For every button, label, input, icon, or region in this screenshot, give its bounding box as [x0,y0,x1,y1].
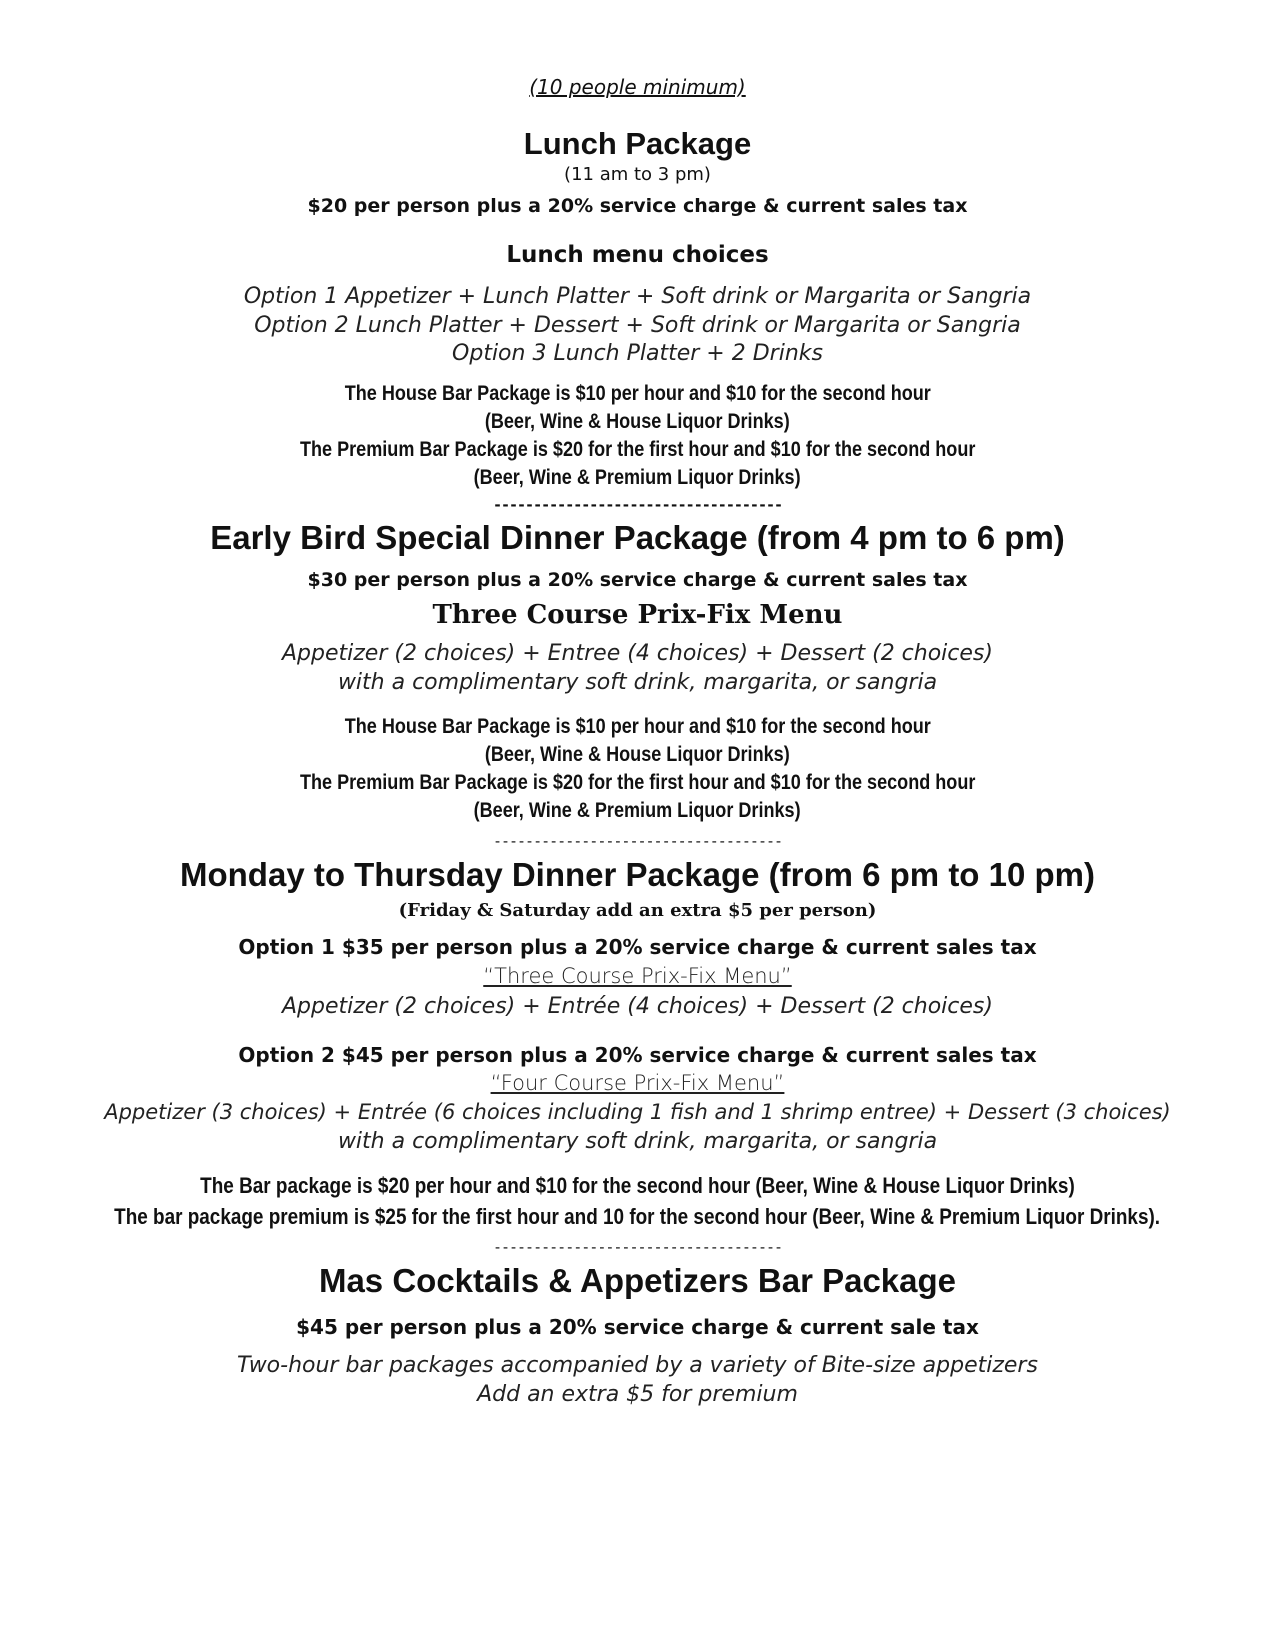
early-bird-bar-line-4: (Beer, Wine & Premium Liquor Drinks) [474,799,801,822]
lunch-bar-line-4: (Beer, Wine & Premium Liquor Drinks) [474,466,801,489]
divider: ------------------------------------ [492,496,783,514]
lunch-option-1: Option 1 Appetizer + Lunch Platter + Soft drink or Margarita or Sangria [243,284,1032,309]
mon-thu-bar-line-2: The bar package premium is $25 for the first hour and 10 for the second hour (Beer, Wine & Premium Liquor Drinks). [114,1204,1161,1229]
mon-thu-option-2-line-2: with a complimentary soft drink, margarita, or sangria [337,1129,938,1154]
mas-title: Mas Cocktails & Appetizers Bar Package [318,1262,957,1299]
mon-thu-option-2-price: Option 2 $45 per person plus a 20% service charge & current sales tax [238,1043,1037,1067]
divider: ------------------------------------ [492,832,783,850]
early-bird-menu-line-1: Appetizer (2 choices) + Entree (4 choices) + Dessert (2 choices) [282,641,993,666]
mon-thu-note: (Friday & Saturday add an extra $5 per person) [398,900,877,921]
early-bird-price: $30 per person plus a 20% service charge & current sales tax [307,569,968,591]
mas-line-1: Two-hour bar packages accompanied by a variety of Bite-size appetizers [237,1353,1038,1378]
early-bird-bar-line-2: (Beer, Wine & House Liquor Drinks) [485,743,790,766]
early-bird-menu-heading: Three Course Prix-Fix Menu [432,600,843,630]
lunch-bar-line-2: (Beer, Wine & House Liquor Drinks) [485,410,790,433]
mon-thu-option-1-price: Option 1 $35 per person plus a 20% service charge & current sales tax [238,935,1037,959]
mon-thu-bar-line-1: The Bar package is $20 per hour and $10 for the second hour (Beer, Wine & House Liquor Drinks) [200,1173,1075,1198]
lunch-option-3: Option 3 Lunch Platter + 2 Drinks [452,341,823,366]
mas-line-2: Add an extra $5 for premium [477,1382,798,1407]
mon-thu-option-1-line: Appetizer (2 choices) + Entrée (4 choices) + Dessert (2 choices) [282,994,993,1019]
minimum-note: (10 people minimum) [529,75,746,99]
early-bird-title: Early Bird Special Dinner Package (from 4 pm to 6 pm) [210,519,1065,556]
lunch-bar-line-3: The Premium Bar Package is $20 for the first hour and $10 for the second hour [299,438,976,461]
mon-thu-option-1-menu: “Three Course Prix-Fix Menu” [483,964,792,988]
mon-thu-option-2-line-1: Appetizer (3 choices) + Entrée (6 choices including 1 fish and 1 shrimp entree) + Dessert (3 choices) [104,1100,1171,1124]
divider: ------------------------------------ [492,1238,783,1256]
lunch-price: $20 per person plus a 20% service charge & current sales tax [307,195,968,217]
lunch-menu-heading: Lunch menu choices [506,242,769,268]
mon-thu-option-2-menu: “Four Course Prix-Fix Menu” [490,1071,785,1095]
early-bird-bar-line-1: The House Bar Package is $10 per hour and $10 for the second hour [344,715,931,738]
lunch-hours: (11 am to 3 pm) [564,164,711,185]
early-bird-bar-line-3: The Premium Bar Package is $20 for the first hour and $10 for the second hour [299,771,976,794]
lunch-bar-line-1: The House Bar Package is $10 per hour and $10 for the second hour [344,382,931,405]
mon-thu-title: Monday to Thursday Dinner Package (from 6 pm to 10 pm) [180,856,1095,893]
lunch-title: Lunch Package [523,126,752,161]
lunch-option-2: Option 2 Lunch Platter + Dessert + Soft drink or Margarita or Sangria [254,313,1021,338]
mas-price: $45 per person plus a 20% service charge & current sale tax [296,1315,979,1339]
early-bird-menu-line-2: with a complimentary soft drink, margarita, or sangria [337,670,938,695]
